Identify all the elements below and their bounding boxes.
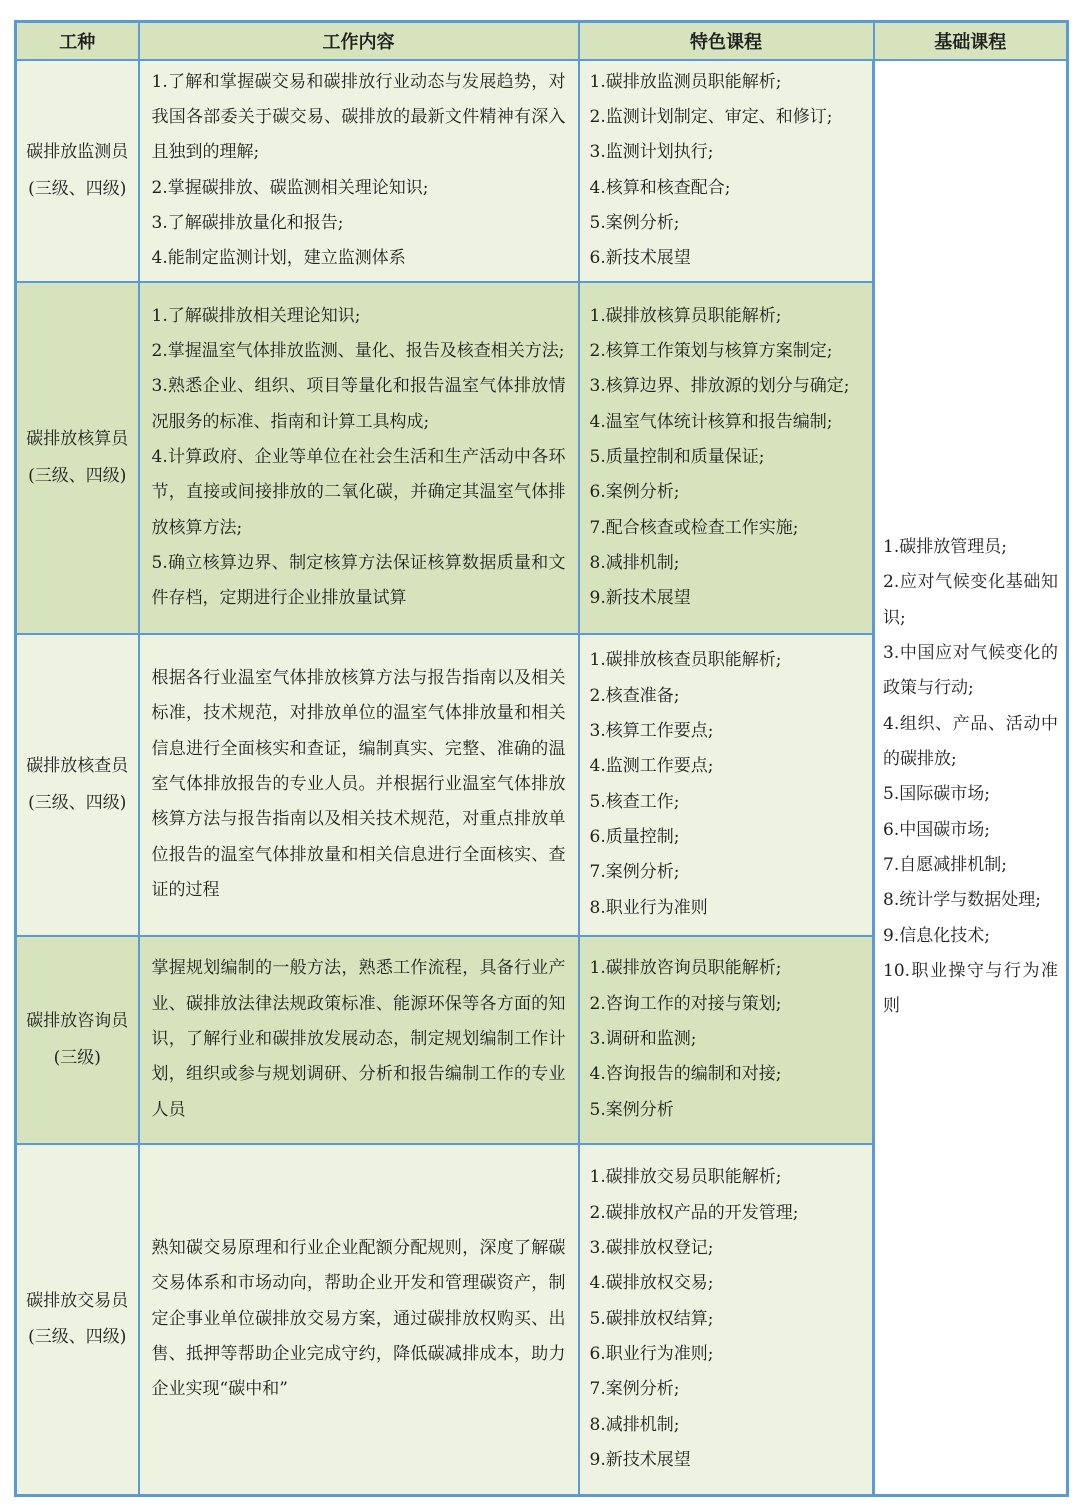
work-content-list [152,1231,566,1408]
featured-courses-cell [579,60,874,282]
text-line: 1.了解碳排放相关理论知识; [151,305,361,326]
text-line: 1.碳排放管理员; [883,536,1007,557]
text-line: 3.调研和监测; [589,1028,697,1049]
text-line: 1.了解和掌握碳交易和碳排放行业动态与发展趋势，对我国各部委关于碳交易、碳排放的最新文件精神有深入且独到的理解; [151,71,566,163]
featured-courses-list [590,299,867,617]
text-line: 3.熟悉企业、组织、项目等量化和报告温室气体排放情况服务的标准、指南和计算工具构成; [151,376,566,432]
text-line: 7.案例分析; [589,862,680,883]
featured-courses-list [590,643,867,926]
text-line: 7.案例分析; [589,1379,680,1400]
text-line: 2.碳排放权产品的开发管理; [589,1202,799,1223]
carbon-jobs-training-table [14,20,1069,1497]
job-cell-consultant [16,936,139,1144]
text-line: 4.温室气体统计核算和报告编制; [589,411,833,432]
featured-courses-cell [579,282,874,634]
text-line: 6.职业行为准则; [589,1344,714,1365]
table-row-monitor [16,60,1068,282]
text-line: 2.应对气候变化基础知识; [883,572,1058,628]
text-line: 5.国际碳市场; [883,784,990,805]
text-line: 根据各行业温室气体排放核算方法与报告指南以及相关标准，技术规范，对排放单位的温室气体排放量和相关信息进行全面核实和查证，编制真实、完整、准确的温室气体排放报告的专业人员。并根据行业温室气体排放核算方法与报告指南以及相关技术规范，对重点排放单位报告的温室气体排放量和相关信息进行全面核实、查证的过程 [151,667,566,901]
job-title: 碳排放核算员 [26,429,129,450]
work-content-cell [139,60,579,282]
text-line: 8.减排机制; [589,553,680,574]
text-line: 5.质量控制和质量保证; [589,446,765,467]
text-line: 3.了解碳排放量化和报告; [151,212,344,233]
text-line: 8.减排机制; [589,1414,680,1435]
text-line: 3.监测计划执行; [589,142,714,163]
basic-courses-list [883,530,1058,1025]
text-line: 4.咨询报告的编制和对接; [589,1064,782,1085]
text-line: 1.碳排放交易员职能解析; [589,1167,782,1188]
job-title: 碳排放监测员 [26,142,129,163]
job-level: (三级、四级) [28,1327,127,1348]
text-line: 6.质量控制; [589,827,680,848]
column-header-featured-courses: 特色课程 [579,22,874,60]
text-line: 4.计算政府、企业等单位在社会生活和生产活动中各环节，直接或间接排放的二氧化碳，并确定其温室气体排放核算方法; [151,446,566,538]
text-line: 4.核算和核查配合; [589,177,731,198]
text-line: 8.统计学与数据处理; [883,890,1041,911]
text-line: 9.新技术展望 [589,1450,691,1471]
text-line: 4.监测工作要点; [589,756,714,777]
text-line: 7.配合核查或检查工作实施; [589,517,799,538]
job-level: (三级、四级) [28,792,127,813]
job-cell-verifier [16,634,139,936]
work-content-list [152,951,566,1128]
work-content-cell [139,1144,579,1496]
text-line: 2.核算工作策划与核算方案制定; [589,340,833,361]
text-line: 1.碳排放核算员职能解析; [589,305,782,326]
text-line: 9.新技术展望 [589,588,691,609]
column-header-work-content: 工作内容 [139,22,579,60]
text-line: 熟知碳交易原理和行业企业配额分配规则，深度了解碳交易体系和市场动向，帮助企业开发和管理碳资产，制定企事业单位碳排放交易方案，通过碳排放权购买、出售、抵押等帮助企业完成守约，降低碳减排成本，助力企业实现“碳中和” [151,1238,566,1400]
job-cell-trader [16,1144,139,1496]
basic-courses-cell [874,60,1068,1496]
job-level: (三级、四级) [28,178,127,199]
job-cell-accountant [16,282,139,634]
work-content-list [152,65,566,277]
work-content-cell [139,936,579,1144]
header-row [16,22,1068,60]
featured-courses-list [590,951,867,1128]
text-line: 3.核算工作要点; [589,720,714,741]
text-line: 2.核查准备; [589,685,680,706]
text-line: 1.碳排放监测员职能解析; [589,71,782,92]
text-line: 2.咨询工作的对接与策划; [589,993,782,1014]
text-line: 5.案例分析 [589,1099,674,1120]
text-line: 6.案例分析; [589,482,680,503]
text-line: 6.新技术展望 [589,248,691,269]
featured-courses-list [590,1160,867,1478]
job-level: (三级、四级) [28,465,127,486]
job-level: (三级) [53,1047,101,1068]
text-line: 2.监测计划制定、审定、和修订; [589,106,833,127]
text-line: 5.确立核算边界、制定核算方法保证核算数据质量和文件存档，定期进行企业排放量试算 [151,553,566,609]
job-title: 碳排放核查员 [26,756,129,777]
text-line: 7.自愿减排机制; [883,855,1007,876]
text-line: 3.碳排放权登记; [589,1238,714,1258]
featured-courses-cell [579,634,874,936]
text-line: 4.组织、产品、活动中的碳排放; [883,713,1058,769]
text-line: 4.能制定监测计划，建立监测体系 [151,248,406,269]
work-content-cell [139,634,579,936]
work-content-list [152,299,566,617]
text-line: 5.核查工作; [589,791,680,812]
text-line: 4.碳排放权交易; [589,1273,714,1294]
work-content-list [152,661,566,909]
text-line: 8.职业行为准则 [589,897,708,918]
text-line: 2.掌握温室气体排放监测、量化、报告及核查相关方法; [151,340,565,361]
featured-courses-cell [579,1144,874,1496]
featured-courses-cell [579,936,874,1144]
column-header-basic-courses: 基础课程 [874,22,1068,60]
text-line: 5.碳排放权结算; [589,1308,714,1329]
text-line: 9.信息化技术; [883,925,990,946]
text-line: 5.案例分析; [589,212,680,233]
text-line: 10.职业操守与行为准则 [883,961,1058,1017]
work-content-cell [139,282,579,634]
text-line: 掌握规划编制的一般方法，熟悉工作流程，具备行业产业、碳排放法律法规政策标准、能源环保等各方面的知识，了解行业和碳排放发展动态，制定规划编制工作计划，组织或参与规划调研、分析和报告编制工作的专业人员 [151,958,566,1120]
text-line: 3.中国应对气候变化的政策与行动; [883,642,1058,699]
featured-courses-list [590,65,867,277]
column-header-job-type: 工种 [16,22,139,60]
text-line: 1.碳排放核查员职能解析; [589,650,782,671]
text-line: 1.碳排放咨询员职能解析; [589,958,782,979]
text-line: 2.掌握碳排放、碳监测相关理论知识; [151,177,429,198]
text-line: 3.核算边界、排放源的划分与确定; [589,376,850,397]
job-title: 碳排放交易员 [26,1290,129,1311]
job-title: 碳排放咨询员 [26,1011,129,1032]
job-cell-monitor [16,60,139,282]
text-line: 6.中国碳市场; [883,819,990,840]
